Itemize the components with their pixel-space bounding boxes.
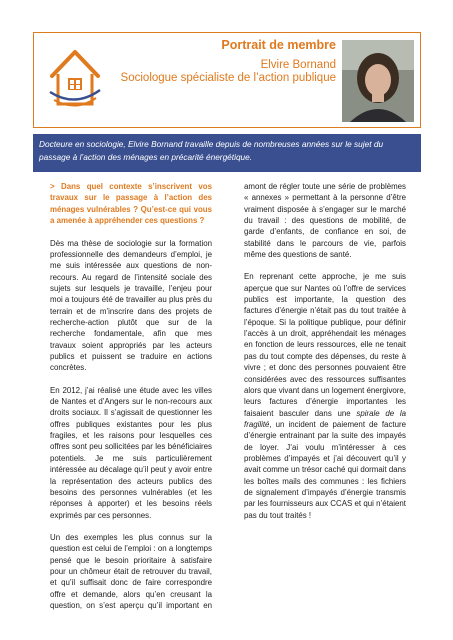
paragraph-4: [244, 271, 406, 521]
paragraph-4-emphasis: spirale de la fragilité: [244, 408, 406, 429]
interview-question: > Dans quel contexte s’inscrivent vos travaux sur le passage à l’action des ménages vulnérables ? Qu’est-ce qui vous a amenée à appréhender ces questions ?: [50, 182, 212, 226]
article-column-right: [244, 181, 406, 532]
member-role: Sociologue spécialiste de l’action publique: [120, 72, 336, 84]
member-name: Elvire Bornand: [260, 59, 336, 71]
paragraph-4-part-a: En reprenant cette approche, je me suis aperçue que sur Nantes où l’offre de services publics est importante, la question des factures d’énergie n’était pas du tout traitée à l’époque. Si la politique publique, pour définir l’accès à un droit, appréhendait les ménages en fonction de leurs ressources, elle ne tenait pas du tout compte des dépenses, du reste à vivre ; et donc des personnes pouvaient être considérées avec des ressources suffisantes alors que vivant dans un logement énergivore, leurs factures d’énergie importantes les faisaient basculer dans une: [244, 272, 406, 418]
paragraph-4-part-b: , un incident de paiement de facture d’énergie entrainant par la suite des impayés de loyer. J’ai voulu m’intéresser à ces problèmes d’impayés et j’ai découvert qu’il y avait comme un trésor caché qui dormait dans les boîtes mails des communes : les fichiers de signalement d’impayés d’énergie transmis par les fournisseurs aux CCAS et qui n’étaient pas du tout traités !: [244, 419, 406, 520]
page-title: Portrait de membre: [221, 38, 336, 52]
paragraph-2: En 2012, j’ai réalisé une étude avec les villes de Nantes et d’Angers sur le non-recours aux droits sociaux. Il s’agissait de questionner les offres publiques existantes pour les plus fragiles, et les raisons pour lesquelles ces offres sont peu sollicitées par les bénéficiaires potentiels. Je me suis particulièrement intéressée au décalage qu’il peut y avoir entre la représentation des acteurs publics des besoins des personnes vulnérables (et les réponses à apporter) et les besoins réels exprimés par ces personnes.: [50, 385, 212, 520]
paragraph-3: Un des exemples les plus connus sur la question est celui de l’emploi : on a longtemps pensé que le besoin prioritaire à satisfaire pour un chômeur était de retrouver du travail, et qu’il suffisait donc de faire correspondre offre et demande, alors qu’en creusant la question, on s’est aperçu qu’il important en: [50, 532, 212, 610]
header-text: [112, 38, 336, 85]
article-column-left: [50, 181, 212, 622]
member-photo: [342, 40, 414, 122]
intro-text: Docteure en sociologie, Elvire Bornand travaille depuis de nombreuses années sur le sujet du passage à l’action des ménages en précarité énergétique.: [39, 139, 384, 162]
house-logo-icon: [46, 42, 104, 112]
paragraph-3-continued: amont de régler toute une série de problèmes « annexes » permettant à la personne d’être vraiment disposée à s’engager sur le marché du travail : des questions de mobilité, de garde d’enfants, de confiance en soi, de stabilité dans le parcours de vie, parfois même des questions de santé.: [244, 182, 406, 260]
intro-banner: [33, 134, 421, 172]
paragraph-1: Dès ma thèse de sociologie sur la formation professionnelle des demandeurs d’emploi, je me suis intéressée aux questions de non-recours. Au regard de l’intensité sociale des sujets sur lesquels je travaille, l’enjeu pour moi a toujours été de travailler au plus près du terrain et de m’inscrire dans des projets de recherche-action plutôt que sur de la recherche fondamentale, afin que mes travaux soient appropriés par les acteurs publics et puissent se traduire en actions concrètes.: [50, 238, 212, 373]
